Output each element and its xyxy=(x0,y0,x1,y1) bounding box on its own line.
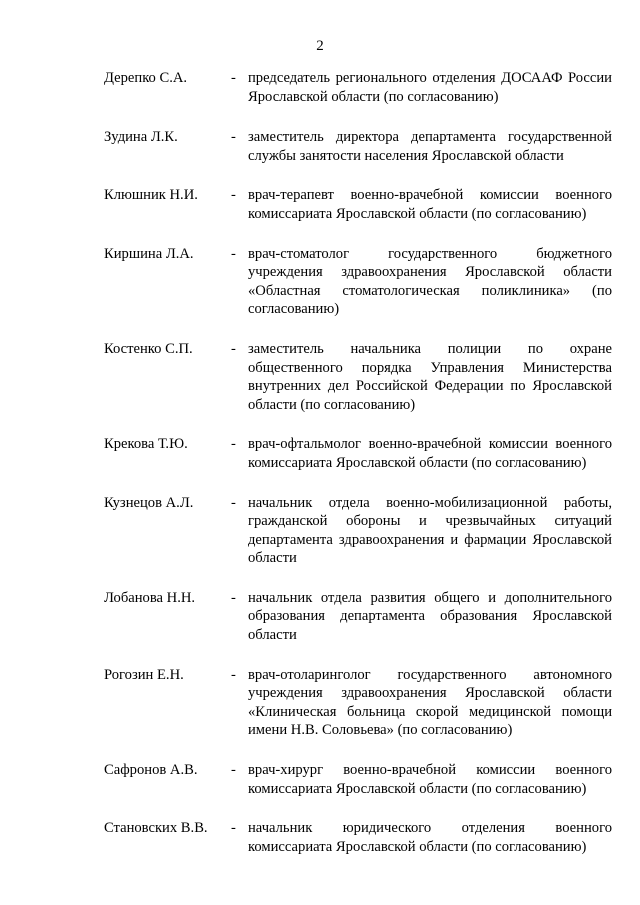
list-item xyxy=(0,435,640,472)
member-name: Дерепко С.А. xyxy=(104,70,188,86)
member-name: Киршина Л.А. xyxy=(104,245,194,262)
member-position: начальник юридического отделения военного комиссариата Ярославской области (по согласованию) xyxy=(248,820,612,855)
separator-dash: - xyxy=(231,187,236,204)
member-name: Клюшник Н.И. xyxy=(104,187,198,204)
member-position: врач-стоматолог государственного бюджетного учреждения здравоохранения Ярославской области «Областная стоматологическая поликлиника» (по согласованию) xyxy=(248,245,612,318)
separator-dash: - xyxy=(231,245,236,262)
list-item xyxy=(0,186,640,223)
commission-member-list xyxy=(0,69,640,856)
member-position: начальник отдела развития общего и дополнительного образования департамента образования Ярославской области xyxy=(248,589,612,644)
list-item xyxy=(0,494,640,568)
member-name: Крекова Т.Ю. xyxy=(104,436,188,453)
separator-dash: - xyxy=(231,340,236,357)
member-name: Сафронов А.В. xyxy=(104,762,198,779)
separator-dash: - xyxy=(231,589,236,606)
list-item xyxy=(0,761,640,798)
list-item xyxy=(0,128,640,165)
separator-dash: - xyxy=(231,70,236,86)
list-item xyxy=(0,69,640,106)
member-position: врач-отоларинголог государственного автономного учреждения здравоохранения Ярославской области «Клиническая больница скорой медицинской помощи имени Н.В. Соловьева» (по согласованию) xyxy=(248,666,612,739)
member-name: Костенко С.П. xyxy=(104,340,193,357)
member-name: Кузнецов А.Л. xyxy=(104,494,194,511)
separator-dash: - xyxy=(231,666,236,683)
separator-dash: - xyxy=(231,820,236,837)
member-name: Лобанова Н.Н. xyxy=(104,589,196,606)
separator-dash: - xyxy=(231,436,236,453)
list-item xyxy=(0,819,640,856)
separator-dash: - xyxy=(231,494,236,511)
member-position: врач-офтальмолог военно-врачебной комиссии военного комиссариата Ярославской области (по согласованию) xyxy=(248,436,612,471)
list-item xyxy=(0,340,640,414)
member-name: Рогозин Е.Н. xyxy=(104,666,184,683)
list-item xyxy=(0,589,640,645)
page-number: 2 xyxy=(316,38,324,54)
member-position: заместитель начальника полиции по охране общественного порядка Управления Министерства внутренних дел Российской Федерации по Ярославской области (по согласованию) xyxy=(248,340,612,413)
separator-dash: - xyxy=(231,762,236,779)
member-position: врач-хирург военно-врачебной комиссии военного комиссариата Ярославской области (по согласованию) xyxy=(248,762,612,797)
list-item xyxy=(0,245,640,319)
list-item xyxy=(0,666,640,740)
member-name: Зудина Л.К. xyxy=(104,129,178,146)
member-position: заместитель директора департамента государственной службы занятости населения Ярославской области xyxy=(248,129,612,164)
member-name: Становских В.В. xyxy=(104,820,208,837)
member-position: врач-терапевт военно-врачебной комиссии военного комиссариата Ярославской области (по согласованию) xyxy=(248,187,612,222)
separator-dash: - xyxy=(231,129,236,146)
member-position: начальник отдела военно-мобилизационной работы, гражданской обороны и чрезвычайных ситуаций департамента здравоохранения и фармации Ярославской области xyxy=(248,494,612,567)
member-position: председатель регионального отделения ДОСААФ России Ярославской области (по согласованию) xyxy=(248,70,612,105)
